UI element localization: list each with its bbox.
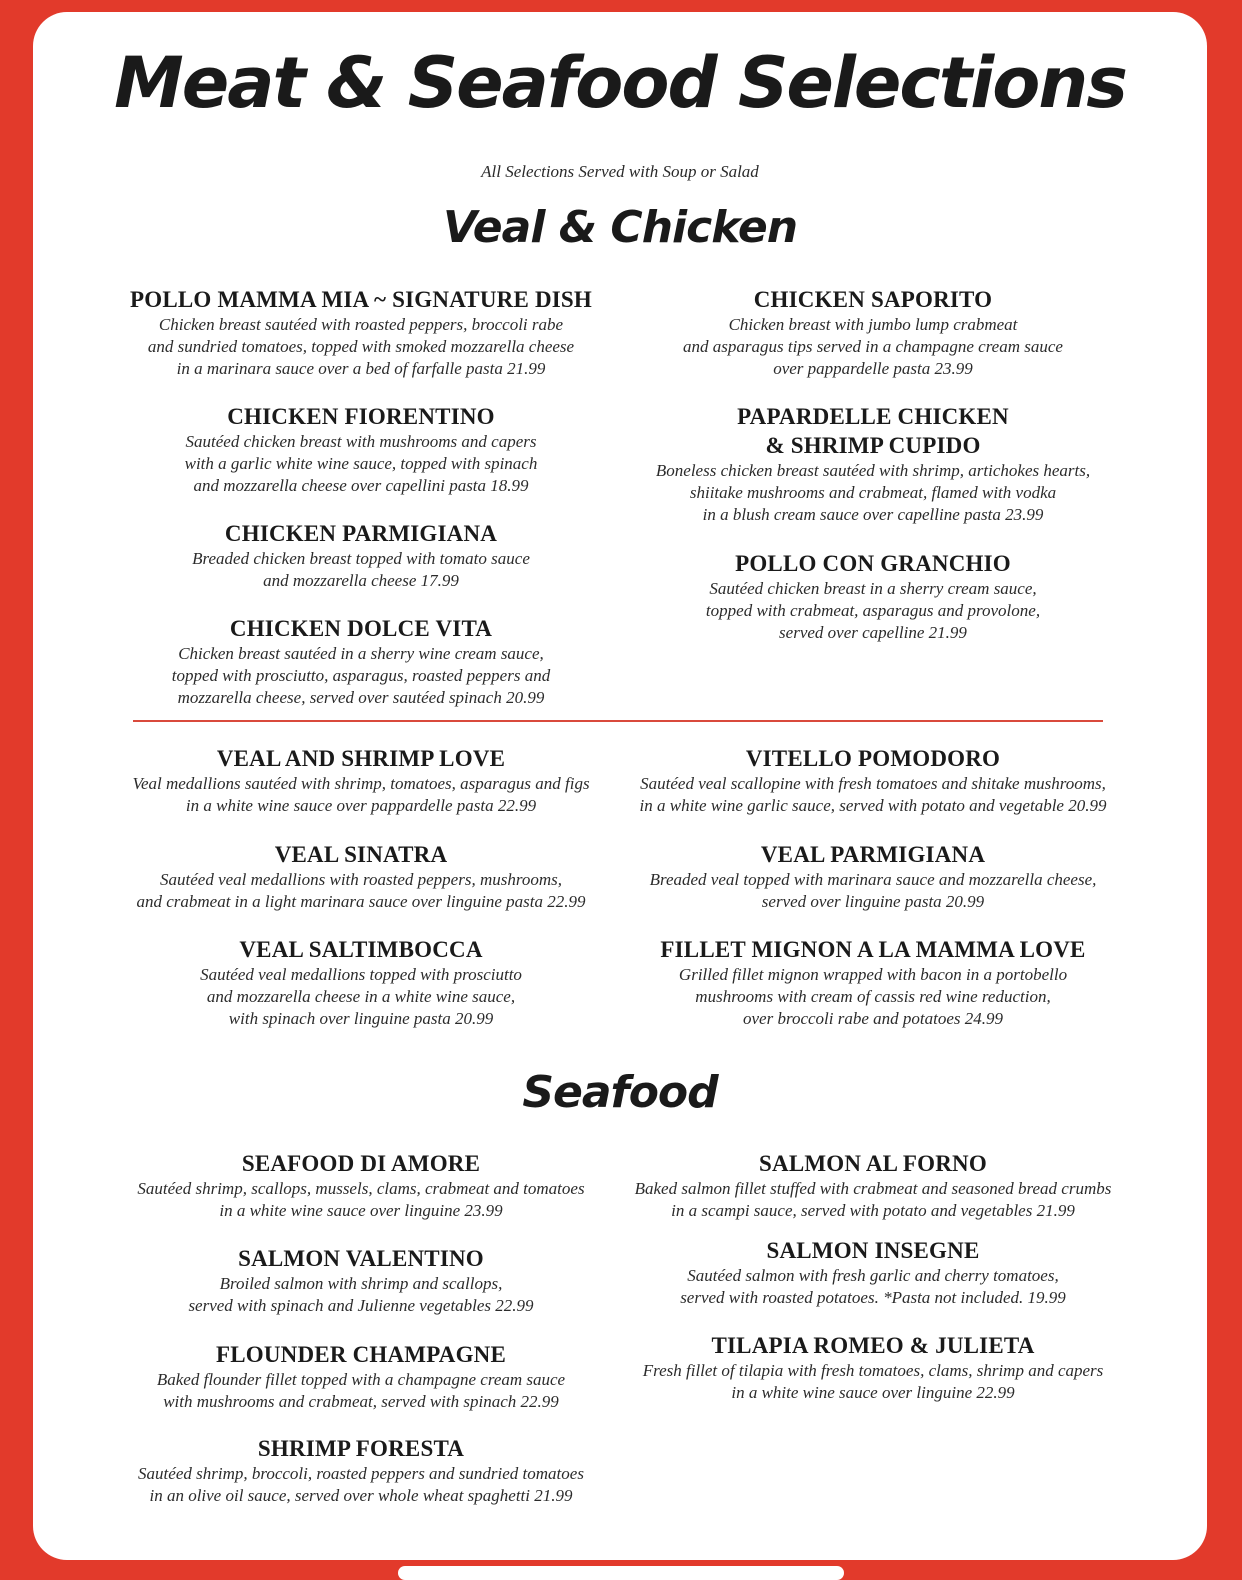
item-description: Breaded veal topped with marinara sauce and mozzarella cheese, served over linguine pasta 20.99 xyxy=(649,870,1097,911)
menu-item-chicken-dolce-vita xyxy=(101,614,621,709)
menu-item-veal-parmigiana xyxy=(613,840,1133,913)
item-description: Sautéed shrimp, broccoli, roasted peppers and sundried tomatoes in an olive oil sauce, served over whole wheat spaghetti 21.99 xyxy=(138,1464,584,1505)
menu-item-seafood-di-amore xyxy=(101,1149,621,1222)
item-description: Chicken breast sautéed in a sherry wine cream sauce, topped with prosciutto, asparagus, roasted peppers and mozzarella cheese, served over sautéed spinach 20.99 xyxy=(171,644,551,707)
item-name: VEAL SINATRA xyxy=(274,842,448,867)
menu-subtitle: All Selections Served with Soup or Salad xyxy=(481,162,759,181)
menu-item-pollo-mamma-mia xyxy=(101,285,621,380)
item-name: POLLO CON GRANCHIO xyxy=(735,551,1011,576)
menu-item-vitello-pomodoro xyxy=(613,744,1133,817)
item-name: CHICKEN PARMIGIANA xyxy=(224,521,498,546)
item-name: TILAPIA ROMEO & JULIETA xyxy=(711,1333,1035,1358)
item-name: SHRIMP FORESTA xyxy=(257,1436,465,1461)
item-description: Veal medallions sautéed with shrimp, tomatoes, asparagus and figs in a white wine sauce over pappardelle pasta 22.99 xyxy=(132,774,590,815)
item-description: Sautéed shrimp, scallops, mussels, clams, crabmeat and tomatoes in a white wine sauce over linguine 23.99 xyxy=(137,1179,585,1220)
menu-item-salmon-al-forno xyxy=(613,1149,1133,1222)
menu-item-fillet-mignon xyxy=(613,935,1133,1030)
item-name: FILLET MIGNON A LA MAMMA LOVE xyxy=(660,937,1086,962)
item-name: POLLO MAMMA MIA ~ SIGNATURE DISH xyxy=(130,287,592,312)
menu-item-veal-sinatra xyxy=(101,840,621,913)
item-name: VITELLO POMODORO xyxy=(745,746,1001,771)
menu-title: Meat & Seafood Selections xyxy=(114,42,1126,124)
menu-card xyxy=(33,12,1207,1560)
item-description: Breaded chicken breast topped with tomato sauce and mozzarella cheese 17.99 xyxy=(192,549,530,590)
section-title-seafood: Seafood xyxy=(522,1067,718,1118)
menu-item-flounder-champagne xyxy=(101,1340,621,1413)
item-name: VEAL SALTIMBOCCA xyxy=(239,937,483,962)
item-name: CHICKEN FIORENTINO xyxy=(227,404,495,429)
section-title-veal-chicken: Veal & Chicken xyxy=(442,202,798,253)
menu-item-salmon-valentino xyxy=(101,1244,621,1317)
item-description: Baked salmon fillet stuffed with crabmeat and seasoned bread crumbs in a scampi sauce, served with potato and vegetables 21.99 xyxy=(634,1179,1112,1220)
item-description: Sautéed salmon with fresh garlic and cherry tomatoes, served with roasted potatoes. *Pasta not included. 19.99 xyxy=(680,1266,1066,1307)
item-description: Grilled fillet mignon wrapped with bacon in a portobello mushrooms with cream of cassis red wine reduction, over broccoli rabe and potatoes 24.99 xyxy=(678,965,1068,1028)
item-name: FLOUNDER CHAMPAGNE xyxy=(215,1342,507,1367)
home-indicator[interactable] xyxy=(398,1566,844,1580)
item-name: CHICKEN SAPORITO xyxy=(753,287,993,312)
item-description: Fresh fillet of tilapia with fresh tomatoes, clams, shrimp and capers in a white wine sauce over linguine 22.99 xyxy=(642,1361,1104,1402)
item-name: SALMON AL FORNO xyxy=(759,1151,987,1176)
item-description: Sautéed veal medallions topped with prosciutto and mozzarella cheese in a white wine sauce, with spinach over linguine pasta 20.99 xyxy=(200,965,522,1028)
item-name: PAPARDELLE CHICKEN & SHRIMP CUPIDO xyxy=(737,404,1009,458)
item-name: VEAL AND SHRIMP LOVE xyxy=(216,746,506,771)
menu-item-papardelle-chicken-shrimp-cupido xyxy=(613,402,1133,526)
menu-item-tilapia-romeo-julieta xyxy=(613,1331,1133,1404)
item-name: CHICKEN DOLCE VITA xyxy=(229,616,493,641)
menu-item-chicken-parmigiana xyxy=(101,519,621,592)
item-description: Sautéed chicken breast with mushrooms and capers with a garlic white wine sauce, topped with spinach and mozzarella cheese over capellini pasta 18.99 xyxy=(184,432,538,495)
menu-item-chicken-saporito xyxy=(613,285,1133,380)
item-name: SEAFOOD DI AMORE xyxy=(241,1151,481,1176)
menu-item-pollo-con-granchio xyxy=(613,549,1133,644)
item-name: SALMON INSEGNE xyxy=(766,1238,980,1263)
menu-item-veal-saltimbocca xyxy=(101,935,621,1030)
menu-item-shrimp-foresta xyxy=(101,1434,621,1507)
item-description: Baked flounder fillet topped with a champagne cream sauce with mushrooms and crabmeat, served with spinach 22.99 xyxy=(156,1370,566,1411)
menu-item-veal-and-shrimp-love xyxy=(101,744,621,817)
menu-item-chicken-fiorentino xyxy=(101,402,621,497)
section-divider xyxy=(133,720,1103,722)
item-description: Sautéed veal medallions with roasted peppers, mushrooms, and crabmeat in a light marinara sauce over linguine pasta 22.99 xyxy=(136,870,586,911)
item-description: Boneless chicken breast sautéed with shrimp, artichokes hearts, shiitake mushrooms and crabmeat, flamed with vodka in a blush cream sauce over capelline pasta 23.99 xyxy=(655,461,1091,524)
item-description: Chicken breast sautéed with roasted peppers, broccoli rabe and sundried tomatoes, topped with smoked mozzarella cheese in a marinara sauce over a bed of farfalle pasta 21.99 xyxy=(147,315,575,378)
item-description: Broiled salmon with shrimp and scallops, served with spinach and Julienne vegetables 22.99 xyxy=(188,1274,534,1315)
item-name: VEAL PARMIGIANA xyxy=(760,842,986,867)
item-description: Chicken breast with jumbo lump crabmeat and asparagus tips served in a champagne cream sauce over pappardelle pasta 23.99 xyxy=(683,315,1063,378)
item-name: SALMON VALENTINO xyxy=(238,1246,484,1271)
menu-item-salmon-insegne xyxy=(613,1236,1133,1309)
item-description: Sautéed chicken breast in a sherry cream sauce, topped with crabmeat, asparagus and provolone, served over capelline 21.99 xyxy=(705,579,1041,642)
item-description: Sautéed veal scallopine with fresh tomatoes and shitake mushrooms, in a white wine garlic sauce, served with potato and vegetable 20.99 xyxy=(639,774,1107,815)
